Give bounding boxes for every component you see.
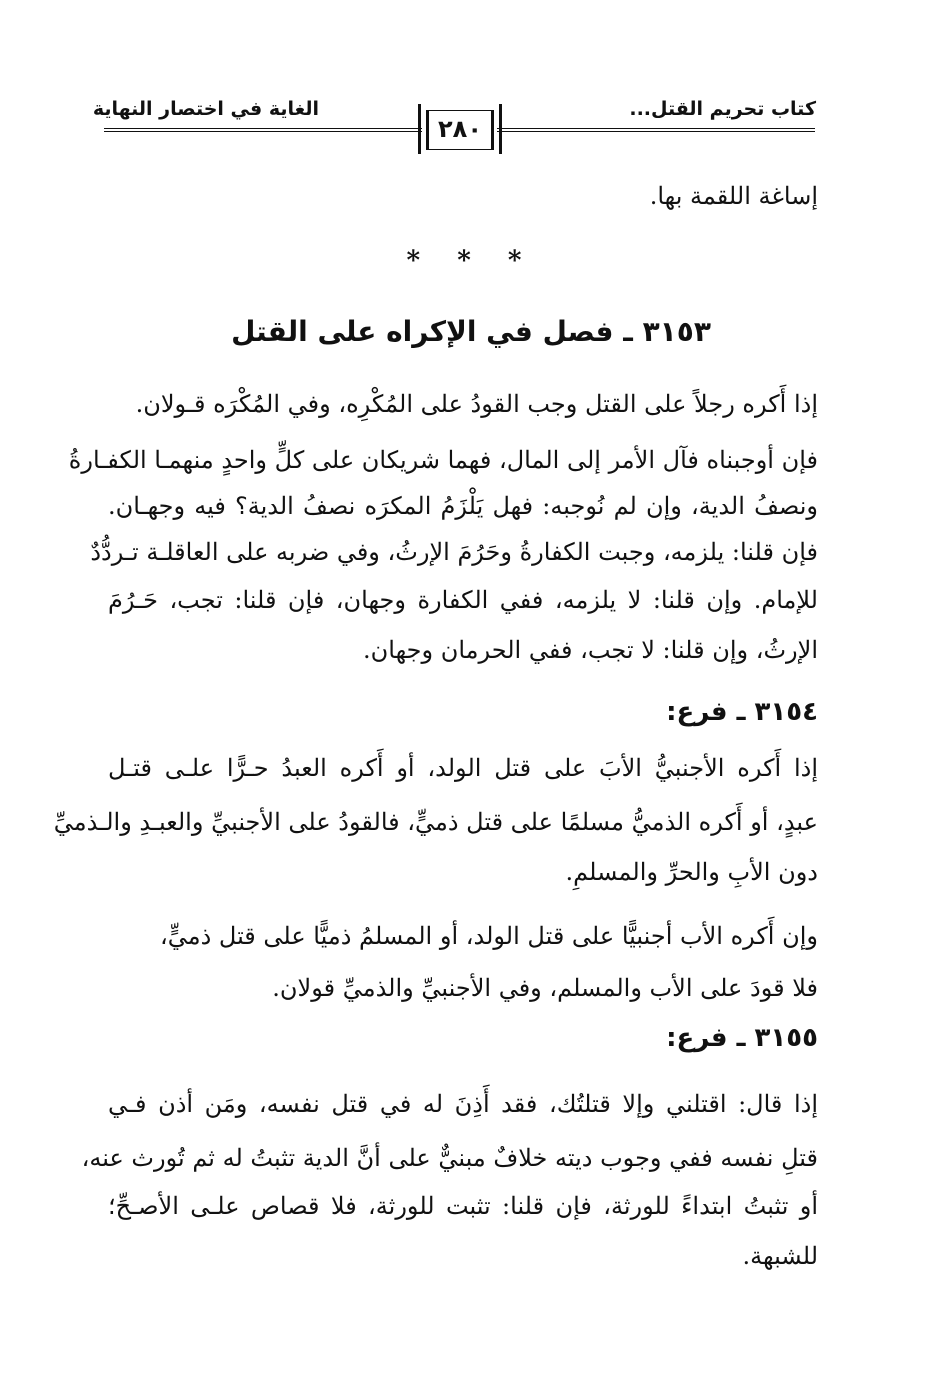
header-rule-right — [497, 128, 815, 132]
section-line: ونصفُ الدية، وإن لم نُوجبه: فهل يَلْزَمُ المكرَه نصفُ الدية؟ فيه وجهـان. — [108, 492, 818, 520]
branch-heading: ٣١٥٥ ـ فرع: — [666, 1023, 818, 1053]
page-number: ٢٨٠ — [438, 115, 482, 143]
branch-line: إذا أَكره الأجنبيُّ الأبَ على قتل الولد، أو أَكره العبدُ حـرًّا علـى قتـل — [108, 754, 818, 782]
book-title-header: الغاية في اختصار النهاية — [92, 98, 319, 120]
section-line: فإن قلنا: يلزمه، وجبت الكفارةُ وحَرُمَ الإرثُ، وفي ضربه على العاقلـة تـردُّدٌ — [90, 538, 818, 566]
page-number-frame — [418, 104, 502, 154]
section-line: الإرثُ، وإن قلنا: لا تجب، ففي الحرمان وجهان. — [363, 636, 818, 664]
branch-line: دون الأبِ والحرِّ والمسلمِ. — [565, 858, 818, 886]
section-line: إذا أَكره رجلاً على القتل وجب القودُ على المُكْرِه، وفي المُكْرَه قـولان. — [135, 390, 818, 418]
section-line: للإمام. وإن قلنا: لا يلزمه، ففي الكفارة وجهان، فإن قلنا: تجب، حَـرُمَ — [108, 586, 818, 614]
branch-line: إذا قال: اقتلني وإلا قتلتُك، فقد أَذِنَ له في قتل نفسه، ومَن أذن فـي — [108, 1090, 818, 1118]
branch-line: للشبهة. — [742, 1242, 818, 1270]
branch-line: أو تثبتُ ابتداءً للورثة، فإن قلنا: تثبت للورثة، فلا قصاص علـى الأصـحِّ؛ — [108, 1192, 818, 1220]
section-line: فإن أوجبناه فآل الأمر إلى المال، فهما شريكان على كلٍّ واحدٍ منهمـا الكفـارةُ — [68, 446, 818, 474]
branch-line: عبدٍ، أو أَكره الذميُّ مسلمًا على قتل ذميٍّ، فالقودُ على الأجنبيِّ والعبـدِ والـذميِّ — [53, 808, 818, 836]
section-heading: ٣١٥٣ ـ فصل في الإكراه على القتل — [231, 315, 711, 348]
header-rule-left — [104, 128, 422, 132]
branch-line: وإن أَكره الأب أجنبيًّا على قتل الولد، أو المسلمُ ذميًّا على قتل ذميٍّ، — [159, 922, 818, 950]
branch-line: فلا قودَ على الأب والمسلم، وفي الأجنبيِّ والذميِّ قولان. — [272, 974, 818, 1002]
branch-heading: ٣١٥٤ ـ فرع: — [666, 697, 818, 727]
chapter-title-header: كتاب تحريم القتل... — [629, 98, 816, 120]
opening-line: إساغة اللقمة بها. — [649, 182, 818, 210]
branch-line: قتلِ نفسه ففي وجوب ديته خلافٌ مبنيٌّ على أنَّ الدية تثبتُ له ثم تُورث عنه، — [81, 1144, 818, 1172]
section-divider-stars: * * * — [406, 246, 536, 276]
